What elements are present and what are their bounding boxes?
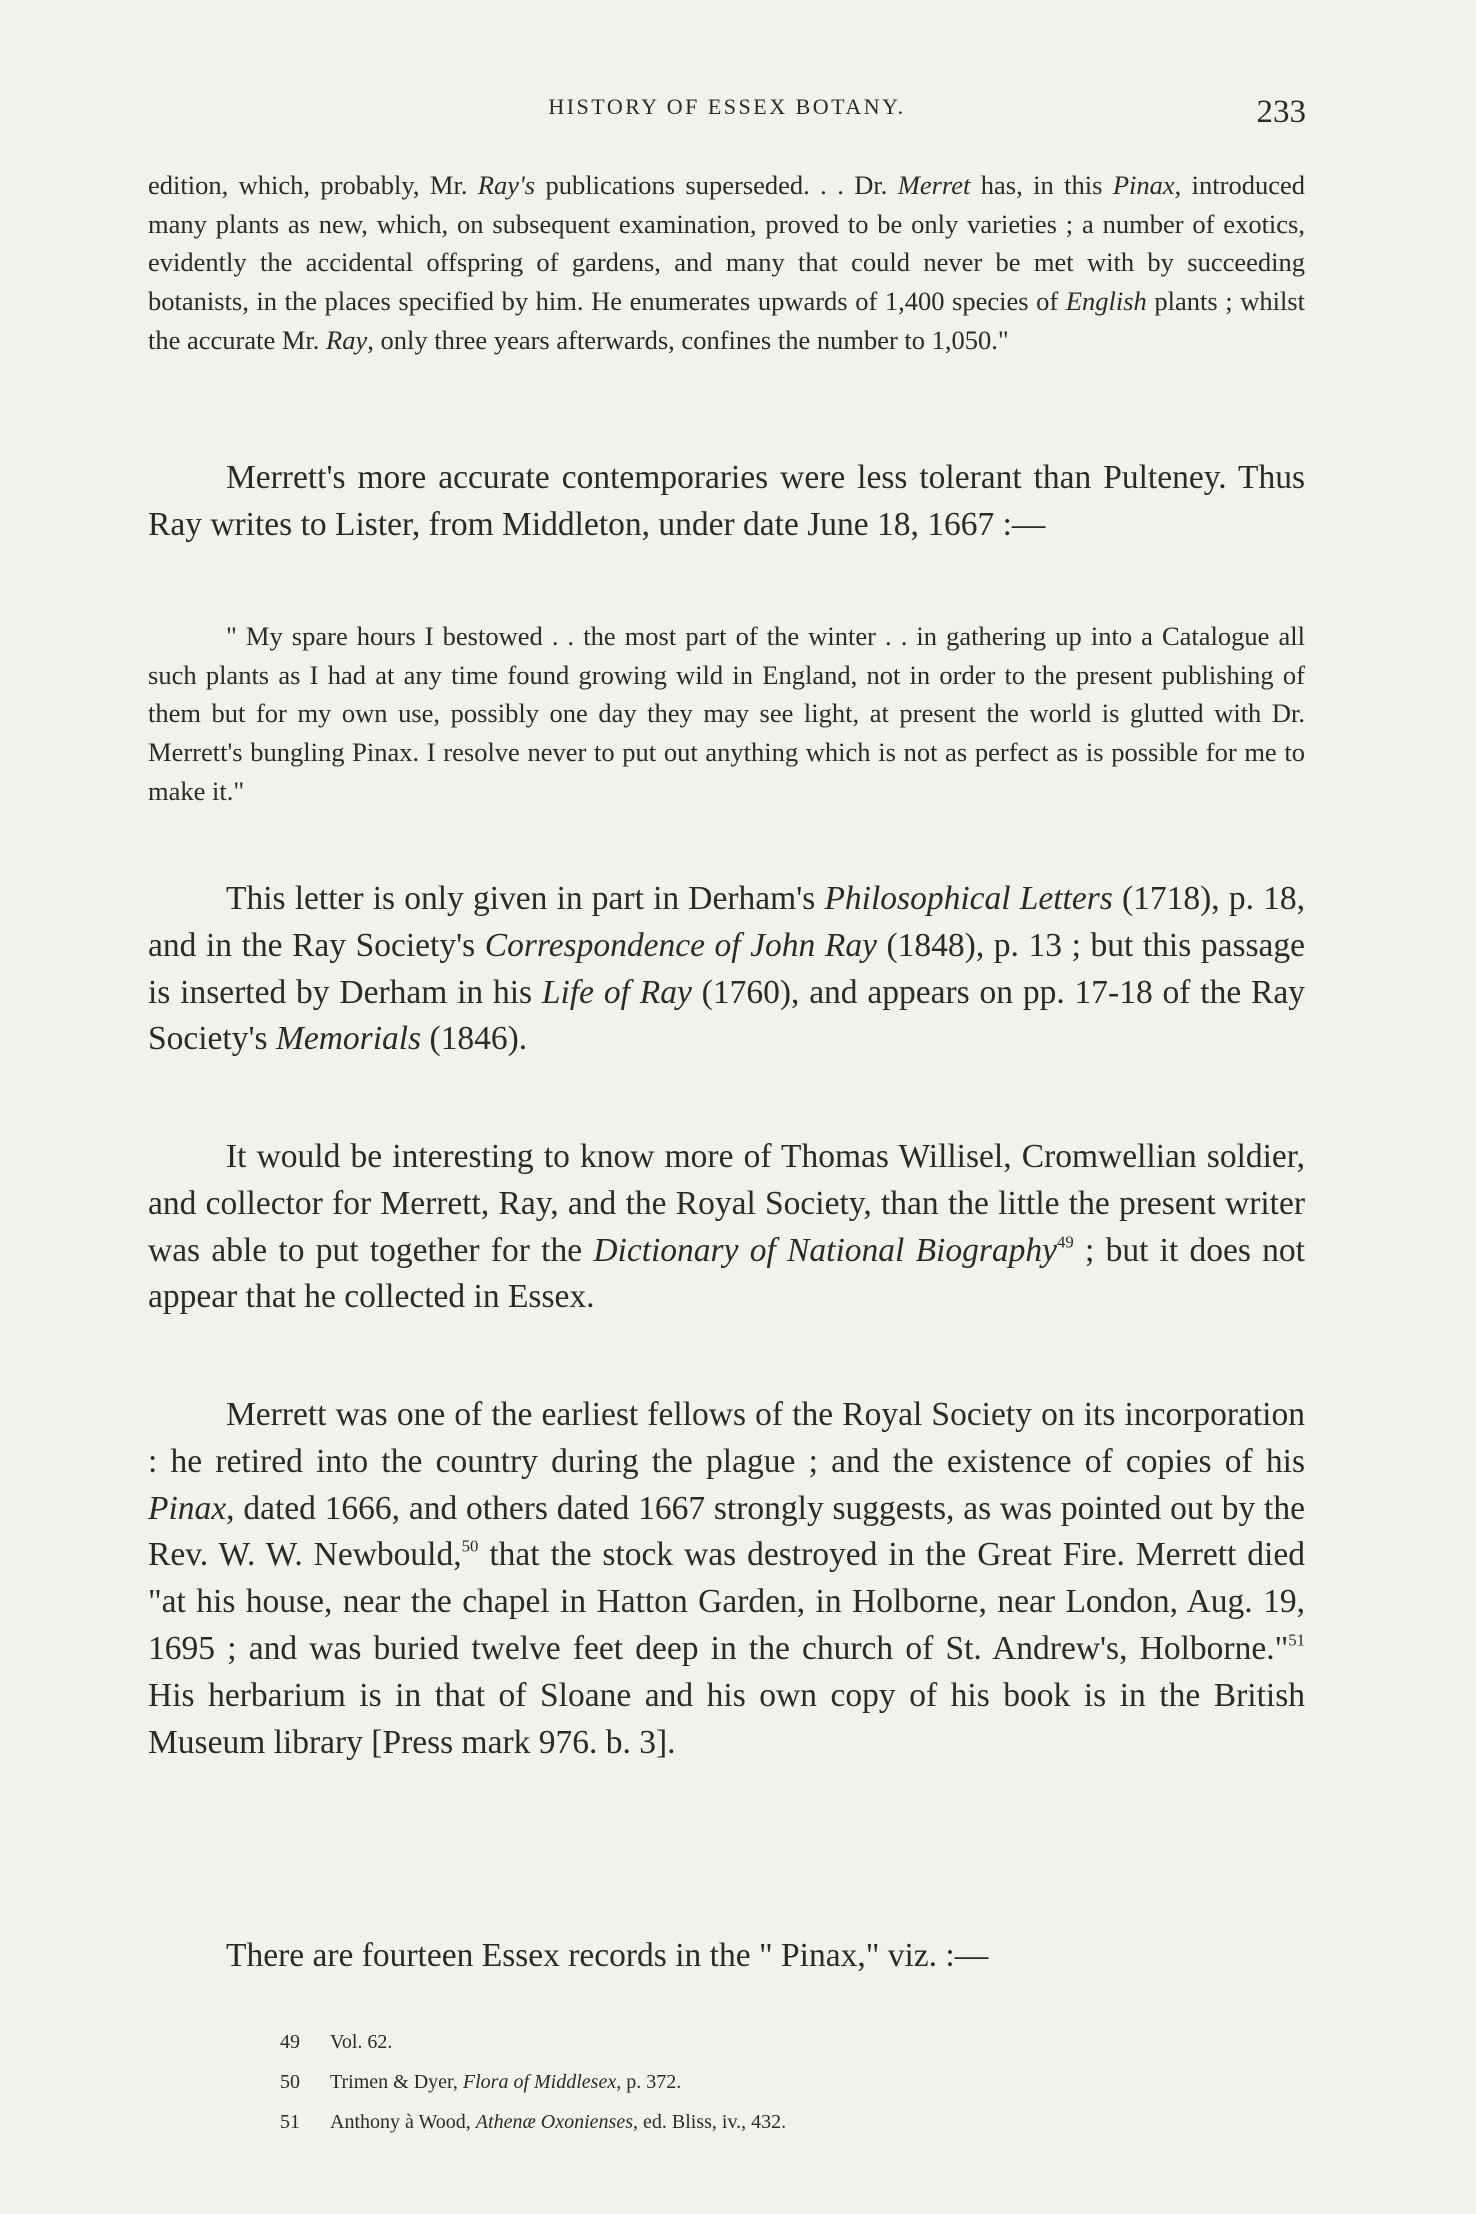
paragraph-contemporaries xyxy=(148,455,1305,549)
text-run: Anthony à Wood, xyxy=(330,2111,476,2133)
text-run: that the stock was destroyed in the Great Fire. Merrett died "at his house, near the chapel in Hatton Garden, in Holborne, near London, Aug. 19, 1695 ; and was buried twelve feet deep in the church of St. Andrew's, Holborne." xyxy=(148,1536,1305,1667)
text-run: , dated 1666, and others dated 1667 strongly suggests, as was pointed out by the Rev. W. W. Newbould, xyxy=(148,1489,1305,1574)
text-run: (1848), p. 13 ; but this passage is inserted by Derham in his xyxy=(148,926,1306,1011)
italic-run: Pinax xyxy=(148,1489,227,1527)
footnote-ref: 49 xyxy=(1057,1232,1074,1252)
italic-run: Life of Ray xyxy=(541,973,692,1011)
running-title: HISTORY OF ESSEX BOTANY. xyxy=(548,94,906,119)
footnote-number: 49 xyxy=(280,2031,300,2053)
footnotes xyxy=(280,2022,1180,2142)
paragraph-fourteen-records xyxy=(148,1933,1305,1980)
italic-run: Pinax xyxy=(1112,170,1175,200)
text-run: (1718), p. 18, and in the Ray Society's xyxy=(148,880,1306,964)
paragraph-derham xyxy=(148,876,1305,1063)
text-run: Vol. 62. xyxy=(330,2031,393,2053)
paragraph-text: There are fourteen Essex records in the " Pinax," viz. :— xyxy=(226,1937,989,1974)
paragraph-willisel xyxy=(148,1134,1305,1321)
page-header xyxy=(148,86,1306,136)
paragraph-merrett xyxy=(148,1392,1305,1766)
text-run: , ed. Bliss, iv., 432. xyxy=(632,2111,787,2133)
text-run: Merrett was one of the earliest fellows of the Royal Society on its incorporation : he retired into the country during the plague ; and the existence of copies of his xyxy=(148,1396,1305,1480)
text-run: has, in this xyxy=(970,170,1113,200)
italic-run: Ray's xyxy=(477,170,536,200)
text-run: , only three years afterwards, confines the number to 1,050." xyxy=(367,324,1009,355)
text-run: , introduced many plants as new, which, on subsequent examination, proved to be only varieties ; a number of exotics, evidently the accidental offspring of gardens, and many that could never be met with by succeeding botanists, in the places specified by him. He enumerates upwards of 1,400 species of xyxy=(148,170,1305,317)
paragraph-text xyxy=(148,876,1305,1063)
quote-ray-letter-text: " My spare hours I bestowed . . the most part of the winter . . in gathering up into a Catalogue all such plants as I had at any time found growing wild in England, not in order to the present publishing of them but for my own use, possibly one day they may see light, at present the world is glutted with Dr. Merrett's bungling Pinax. I resolve never to put out anything which is not as perfect as is possible for me to make it." xyxy=(148,621,1305,806)
italic-run: Merret xyxy=(897,170,971,200)
text-run: It would be interesting to know more of Thomas Willisel, Cromwellian soldier, and collector for Merrett, Ray, and the Royal Society, than the little the present writer was able to put together for the xyxy=(148,1138,1305,1269)
italic-run: Ray xyxy=(326,324,368,355)
italic-run: English xyxy=(1065,286,1147,317)
quote-pulteney-text xyxy=(148,166,1305,360)
footnote xyxy=(280,2062,1180,2102)
text-run: His herbarium is in that of Sloane and his own copy of his book is in the British Museum library [Press mark 976. b. 3]. xyxy=(148,1676,1305,1761)
text-run: edition, which, probably, Mr. xyxy=(148,170,478,200)
italic-run: Memorials xyxy=(275,1020,422,1058)
paragraph-text: Merrett's more accurate contemporaries were less tolerant than Pulteney. Thus Ray writes to Lister, from Middleton, under date June 18, 1667 :— xyxy=(148,459,1305,543)
text-run: plants ; whilst the accurate Mr. xyxy=(148,286,1305,355)
footnote-number: 50 xyxy=(280,2071,300,2093)
quote-pulteney xyxy=(148,166,1305,360)
italic-run: Philosophical Letters xyxy=(824,880,1113,917)
paragraph-text xyxy=(148,1392,1305,1766)
footnote xyxy=(280,2102,1180,2142)
text-run: This letter is only given in part in Derham's xyxy=(226,880,825,917)
footnote xyxy=(280,2022,1180,2062)
text-run: publications superseded. . . Dr. xyxy=(535,170,898,200)
page-number: 233 xyxy=(1256,94,1306,130)
paragraph-text xyxy=(148,1134,1305,1321)
italic-run: Correspondence of John Ray xyxy=(484,926,877,964)
footnote-ref: 50 xyxy=(461,1537,479,1556)
italic-run: Dictionary of National Biography xyxy=(593,1231,1057,1269)
text-run: Trimen & Dyer, xyxy=(330,2071,463,2093)
quote-ray-letter xyxy=(148,617,1305,811)
text-run: , p. 372. xyxy=(616,2071,682,2093)
italic-run: Flora of Middlesex xyxy=(462,2071,617,2093)
text-run: ; but it does not appear that he collected in Essex. xyxy=(148,1231,1305,1316)
italic-run: Athenæ Oxonienses xyxy=(475,2111,633,2133)
footnote-number: 51 xyxy=(280,2111,300,2133)
text-run: (1846). xyxy=(421,1020,528,1058)
footnote-ref: 51 xyxy=(1288,1630,1305,1650)
text-run: (1760), and appears on pp. 17-18 of the Ray Society's xyxy=(148,973,1305,1058)
